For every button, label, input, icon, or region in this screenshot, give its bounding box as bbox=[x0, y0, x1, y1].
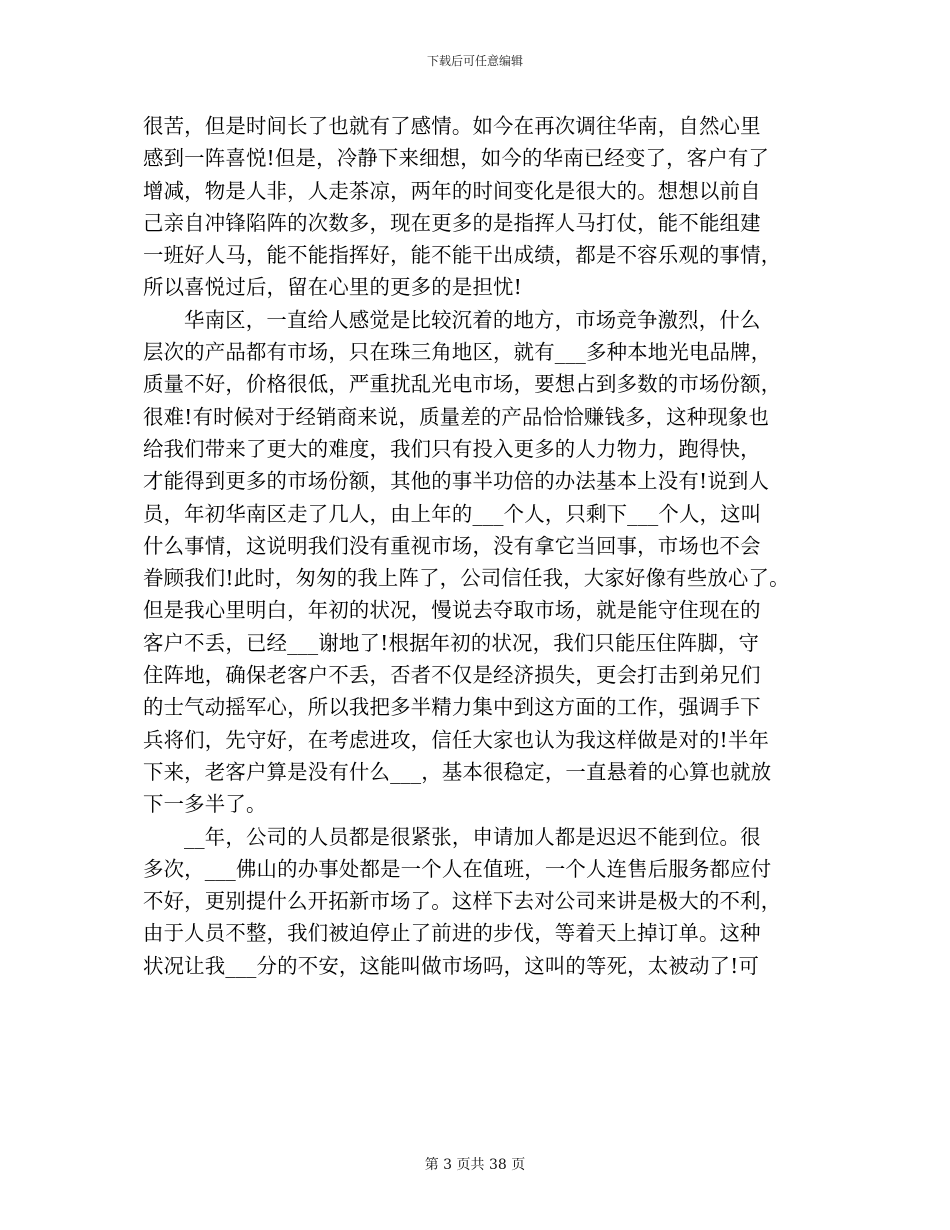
text-line: __年，公司的人员都是很紧张，申请加人都是迟迟不能到位。很 bbox=[184, 824, 761, 849]
text-line: 眷顾我们!此时，匆匆的我上阵了，公司信任我，大家好像有些放心了。 bbox=[143, 566, 790, 591]
text-line: 多次，___佛山的办事处都是一个人在值班，一个人连售后服务都应付 bbox=[143, 856, 772, 881]
text-line: 所以喜悦过后，留在心里的更多的是担忧! bbox=[143, 275, 523, 300]
text-line: 客户不丢，已经___谢地了!根据年初的状况，我们只能压住阵脚，守 bbox=[143, 630, 760, 655]
text-line: 感到一阵喜悦!但是，冷静下来细想，如今的华南已经变了，客户有了 bbox=[143, 146, 770, 171]
text-line: 但是我心里明白，年初的状况，慢说去夺取市场，就是能守住现在的 bbox=[143, 598, 761, 623]
page-header: 下载后可任意编辑 bbox=[426, 54, 523, 68]
text-line: 质量不好，价格很低，严重扰乱光电市场，要想占到多数的市场份额， bbox=[143, 372, 782, 397]
text-line: 己亲自冲锋陷阵的次数多，现在更多的是指挥人马打仗，能不能组建 bbox=[143, 210, 761, 235]
text-line: 由于人员不整，我们被迫停止了前进的步伐，等着天上掉订单。这种 bbox=[143, 921, 761, 946]
text-line: 层次的产品都有市场，只在珠三角地区，就有___多种本地光电品牌， bbox=[143, 340, 772, 365]
text-line: 兵将们，先守好，在考虑进攻，信任大家也认为我这样做是对的!半年 bbox=[143, 727, 770, 752]
document-body bbox=[143, 110, 815, 982]
text-line: 员，年初华南区走了几人，由上年的___个人，只剩下___个人，这叫 bbox=[143, 501, 762, 526]
text-line: 给我们带来了更大的难度，我们只有投入更多的人力物力，跑得快， bbox=[143, 436, 761, 461]
text-line: 下一多半了。 bbox=[143, 792, 267, 817]
text-line: 下来，老客户算是没有什么___，基本很稳定，一直悬着的心算也就放 bbox=[143, 759, 772, 784]
text-line: 什么事情，这说明我们没有重视市场，没有拿它当回事，市场也不会 bbox=[143, 533, 761, 558]
text-line: 不好，更别提什么开拓新市场了。这样下去对公司来讲是极大的不利， bbox=[143, 889, 782, 914]
text-line: 状况让我___分的不安，这能叫做市场吗，这叫的等死，太被动了!可 bbox=[143, 953, 760, 978]
text-line: 的士气动摇军心，所以我把多半精力集中到这方面的工作，强调手下 bbox=[143, 695, 761, 720]
text-line: 住阵地，确保老客户不丢，否者不仅是经济损失，更会打击到弟兄们 bbox=[143, 663, 761, 688]
text-line: 才能得到更多的市场份额，其他的事半功倍的办法基本上没有!说到人 bbox=[143, 469, 770, 494]
page-footer: 第 3 页共 38 页 bbox=[424, 1157, 526, 1173]
text-line: 很苦，但是时间长了也就有了感情。如今在再次调往华南，自然心里 bbox=[143, 114, 761, 138]
text-line: 一班好人马，能不能指挥好，能不能干出成绩，都是不容乐观的事情， bbox=[143, 243, 782, 268]
text-line: 华南区，一直给人感觉是比较沉着的地方，市场竞争激烈，什么 bbox=[184, 307, 761, 332]
text-line: 很难!有时候对于经销商来说，质量差的产品恰恰赚钱多，这种现象也 bbox=[143, 404, 770, 429]
text-line: 增减，物是人非，人走茶凉，两年的时间变化是很大的。想想以前自 bbox=[143, 178, 761, 203]
